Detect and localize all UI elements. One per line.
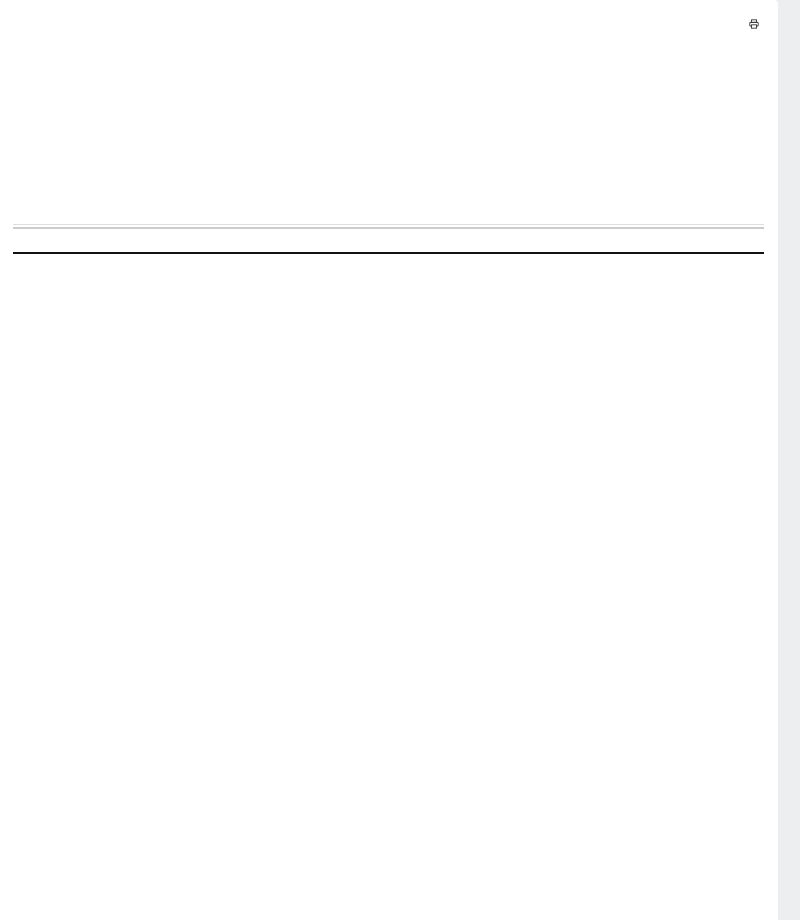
print-button[interactable] — [749, 19, 763, 29]
table-header — [13, 202, 764, 225]
printer-icon — [749, 19, 759, 29]
grand-total-row — [13, 227, 764, 254]
optional-equipment-table — [13, 202, 764, 254]
